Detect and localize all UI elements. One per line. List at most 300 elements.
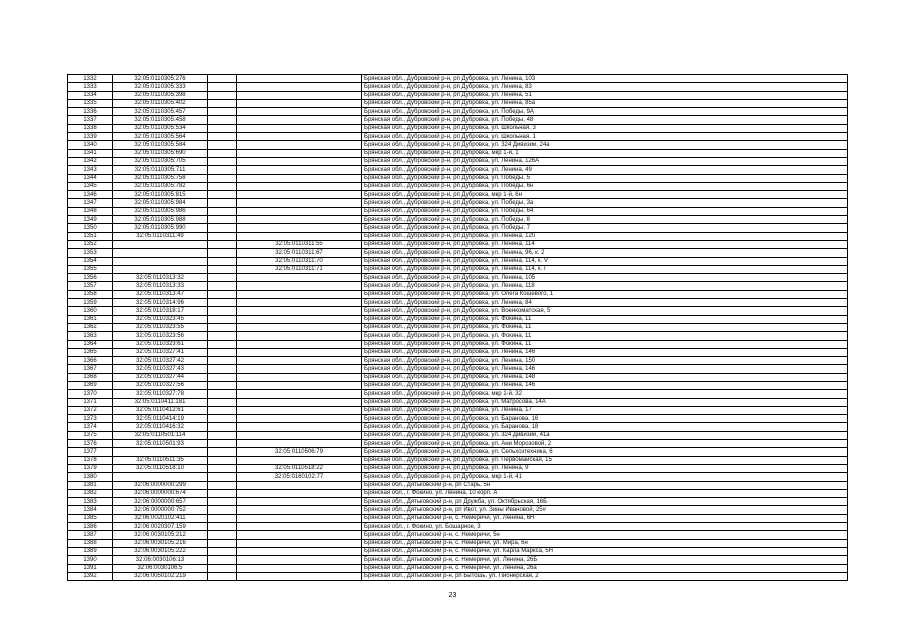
row-number-cell: 1360	[68, 307, 113, 315]
extra-cell	[208, 448, 237, 456]
cadastral-number-cell	[113, 473, 208, 481]
building-number-cell	[237, 340, 362, 348]
table-row	[68, 116, 848, 124]
table-row	[68, 381, 848, 389]
table-row	[68, 307, 848, 315]
cadastral-number-cell: 32:05:0110327:43	[113, 365, 208, 373]
cadastral-number-cell	[113, 265, 208, 273]
building-number-cell: 32:05:0110311:55	[237, 240, 362, 248]
row-number-cell: 1370	[68, 390, 113, 398]
row-number-cell: 1352	[68, 240, 113, 248]
address-cell: Брянская обл., Дубровский р-н, рп Дубровка, ул. Ленина, 146	[362, 365, 848, 373]
extra-cell	[208, 357, 237, 365]
cadastral-number-cell: 32:06:0030105:216	[113, 539, 208, 547]
extra-cell	[208, 116, 237, 124]
row-number-cell: 1374	[68, 423, 113, 431]
address-cell: Брянская обл., Дубровский р-н, рп Дубровка, ул. Ленина, 103	[362, 75, 848, 83]
extra-cell	[208, 307, 237, 315]
cadastral-number-cell: 32:05:0110311:49	[113, 232, 208, 240]
address-cell: Брянская обл., Дубровский р-н, рп Дубровка, ул. Военкоматская, 5	[362, 307, 848, 315]
table-row	[68, 265, 848, 273]
building-number-cell	[237, 431, 362, 439]
extra-cell	[208, 141, 237, 149]
extra-cell	[208, 464, 237, 472]
row-number-cell: 1363	[68, 332, 113, 340]
address-cell: Брянская обл., Дубровский р-н, рп Дубровка, ул. Ленина, 51	[362, 91, 848, 99]
extra-cell	[208, 182, 237, 190]
building-number-cell	[237, 506, 362, 514]
building-number-cell	[237, 381, 362, 389]
address-cell: Брянская обл., Дубровский р-н, рп Дубровка, ул. Ленина, 17	[362, 406, 848, 414]
address-cell: Брянская обл., Дубровский р-н, рп Дубровка, ул. Школьная, 3	[362, 124, 848, 132]
building-number-cell	[237, 556, 362, 564]
extra-cell	[208, 232, 237, 240]
table-row	[68, 572, 848, 580]
address-cell: Брянская обл., Дятьковский р-н, рп Бытошь, ул. Пионерская, 2	[362, 572, 848, 580]
cadastral-number-cell: 32:05:0110327:78	[113, 390, 208, 398]
row-number-cell: 1353	[68, 249, 113, 257]
cadastral-number-cell: 32:05:0110305:276	[113, 75, 208, 83]
building-number-cell	[237, 282, 362, 290]
building-number-cell	[237, 572, 362, 580]
address-cell: Брянская обл., Дубровский р-н, рп Дубровка, ул. Ленина, 146	[362, 381, 848, 389]
table-row	[68, 398, 848, 406]
building-number-cell	[237, 514, 362, 522]
extra-cell	[208, 75, 237, 83]
table-row	[68, 332, 848, 340]
cadastral-number-cell	[113, 257, 208, 265]
building-number-cell	[237, 365, 362, 373]
row-number-cell: 1332	[68, 75, 113, 83]
row-number-cell: 1392	[68, 572, 113, 580]
cadastral-number-cell: 32:05:0110327:42	[113, 357, 208, 365]
row-number-cell: 1339	[68, 133, 113, 141]
extra-cell	[208, 216, 237, 224]
extra-cell	[208, 91, 237, 99]
table-row	[68, 108, 848, 116]
address-cell: Брянская обл., Дубровский р-н, рп Дубровка, ул. Победы, 5	[362, 174, 848, 182]
address-cell: Брянская обл., Дубровский р-н, рп Дубровка, ул. Ленина, 114, к. I	[362, 265, 848, 273]
address-cell: Брянская обл., Дятьковский р-н, с. Немеричи, ул. Мира, 6н	[362, 539, 848, 547]
extra-cell	[208, 290, 237, 298]
table-row	[68, 473, 848, 481]
extra-cell	[208, 340, 237, 348]
table-row	[68, 514, 848, 522]
table-row	[68, 91, 848, 99]
table-row	[68, 157, 848, 165]
extra-cell	[208, 547, 237, 555]
address-cell: Брянская обл., Дубровский р-н, рп Дубровка, ул. Победы, 7	[362, 224, 848, 232]
extra-cell	[208, 224, 237, 232]
cadastral-number-cell: 32:05:0110305:815	[113, 191, 208, 199]
row-number-cell: 1351	[68, 232, 113, 240]
building-number-cell	[237, 398, 362, 406]
table-body	[68, 75, 848, 581]
extra-cell	[208, 440, 237, 448]
cadastral-number-cell: 32:05:0110327:56	[113, 381, 208, 389]
building-number-cell	[237, 481, 362, 489]
address-cell: Брянская обл., Дубровский р-н, рп Дубровка, ул. Баранова, 16	[362, 415, 848, 423]
extra-cell	[208, 124, 237, 132]
building-number-cell	[237, 531, 362, 539]
cadastral-number-cell: 32:05:0110305:402	[113, 99, 208, 107]
building-number-cell	[237, 124, 362, 132]
building-number-cell	[237, 274, 362, 282]
building-number-cell	[237, 348, 362, 356]
extra-cell	[208, 556, 237, 564]
building-number-cell	[237, 133, 362, 141]
table-row	[68, 489, 848, 497]
extra-cell	[208, 365, 237, 373]
address-cell: Брянская обл., Дятьковский р-н, с. Немеричи, ул. Ленина, 6Н	[362, 514, 848, 522]
cadastral-number-cell: 32:05:0110305:333	[113, 83, 208, 91]
extra-cell	[208, 257, 237, 265]
row-number-cell: 1357	[68, 282, 113, 290]
extra-cell	[208, 99, 237, 107]
table-row	[68, 523, 848, 531]
table-row	[68, 124, 848, 132]
extra-cell	[208, 199, 237, 207]
address-cell: Брянская обл., Дубровский р-н, рп Дубровка, ул. Ленина, 84	[362, 299, 848, 307]
building-number-cell: 32:05:0110311:67	[237, 249, 362, 257]
building-number-cell	[237, 157, 362, 165]
building-number-cell: 32:05:0160102:77	[237, 473, 362, 481]
extra-cell	[208, 191, 237, 199]
table-row	[68, 556, 848, 564]
cadastral-number-cell: 32:06:0000000:674	[113, 489, 208, 497]
address-cell: Брянская обл., Дубровский р-н, рп Дубровка, ул. Ленина, 96, к. 2	[362, 249, 848, 257]
cadastral-number-cell: 32:05:0110305:398	[113, 91, 208, 99]
table-row	[68, 539, 848, 547]
extra-cell	[208, 348, 237, 356]
table-row	[68, 141, 848, 149]
table-row	[68, 498, 848, 506]
row-number-cell: 1369	[68, 381, 113, 389]
page-number: 23	[448, 592, 457, 599]
row-number-cell: 1383	[68, 498, 113, 506]
cadastral-number-cell: 32:05:0110305:457	[113, 108, 208, 116]
row-number-cell: 1361	[68, 315, 113, 323]
table-row	[68, 83, 848, 91]
extra-cell	[208, 265, 237, 273]
cadastral-number-cell: 32:06:0000000:657	[113, 498, 208, 506]
address-cell: Брянская обл., Дубровский р-н, рп Дубровка, ул. Олега Кошевого, 1	[362, 290, 848, 298]
table-row	[68, 299, 848, 307]
row-number-cell: 1346	[68, 191, 113, 199]
cadastral-number-cell: 32:06:0020102:411	[113, 514, 208, 522]
table-row	[68, 431, 848, 439]
building-number-cell	[237, 224, 362, 232]
table-row	[68, 448, 848, 456]
address-cell: Брянская обл., Дубровский р-н, рп Дубровка, ул. Сельхозтехника, 6	[362, 448, 848, 456]
row-number-cell: 1340	[68, 141, 113, 149]
table-row	[68, 174, 848, 182]
address-cell: Брянская обл., Дятьковский р-н, с. Немеричи, 5н	[362, 531, 848, 539]
table-row	[68, 323, 848, 331]
cadastral-number-cell: 32:05:0110412:61	[113, 406, 208, 414]
table-row	[68, 365, 848, 373]
row-number-cell: 1345	[68, 182, 113, 190]
row-number-cell: 1367	[68, 365, 113, 373]
building-number-cell	[237, 182, 362, 190]
extra-cell	[208, 489, 237, 497]
row-number-cell: 1337	[68, 116, 113, 124]
row-number-cell: 1373	[68, 415, 113, 423]
table-row	[68, 274, 848, 282]
table-row	[68, 240, 848, 248]
extra-cell	[208, 282, 237, 290]
table-row	[68, 232, 848, 240]
row-number-cell: 1333	[68, 83, 113, 91]
table-row	[68, 257, 848, 265]
extra-cell	[208, 406, 237, 414]
extra-cell	[208, 133, 237, 141]
building-number-cell	[237, 456, 362, 464]
cadastral-number-cell: 32:05:0110511:35	[113, 456, 208, 464]
extra-cell	[208, 149, 237, 157]
extra-cell	[208, 564, 237, 572]
cadastral-number-cell: 32:05:0110305:782	[113, 182, 208, 190]
building-number-cell	[237, 116, 362, 124]
cadastral-number-cell	[113, 249, 208, 257]
extra-cell	[208, 456, 237, 464]
cadastral-number-cell	[113, 240, 208, 248]
table-row	[68, 315, 848, 323]
cadastral-number-cell: 32:06:0020307:159	[113, 523, 208, 531]
table-row	[68, 290, 848, 298]
address-cell: Брянская обл., Дятьковский р-н, рп Старь, 5н	[362, 481, 848, 489]
cadastral-number-cell: 32:06:0030106:5	[113, 564, 208, 572]
address-cell: Брянская обл., Дубровский р-н, рп Дубровка, ул. Ленина, 120	[362, 232, 848, 240]
row-number-cell: 1386	[68, 523, 113, 531]
extra-cell	[208, 207, 237, 215]
table-row	[68, 191, 848, 199]
table-row	[68, 481, 848, 489]
cadastral-number-cell: 32:05:0110314:96	[113, 299, 208, 307]
building-number-cell	[237, 149, 362, 157]
table-row	[68, 99, 848, 107]
table-row	[68, 415, 848, 423]
row-number-cell: 1366	[68, 357, 113, 365]
cadastral-number-cell: 32:05:0110323:55	[113, 323, 208, 331]
cadastral-register-table	[67, 74, 848, 581]
row-number-cell: 1390	[68, 556, 113, 564]
building-number-cell	[237, 83, 362, 91]
extra-cell	[208, 514, 237, 522]
row-number-cell: 1391	[68, 564, 113, 572]
cadastral-number-cell: 32:05:0110323:56	[113, 332, 208, 340]
building-number-cell	[237, 323, 362, 331]
address-cell: Брянская обл., Дубровский р-н, рп Дубровка, ул. Баранова, 18	[362, 423, 848, 431]
extra-cell	[208, 523, 237, 531]
table-row	[68, 423, 848, 431]
address-cell: Брянская обл., Дятьковский р-н, с. Немеричи, ул. Ленина, 26а	[362, 564, 848, 572]
address-cell: Брянская обл., Дубровский р-н, рп Дубровка, ул. Ленина, 146	[362, 348, 848, 356]
building-number-cell	[237, 423, 362, 431]
extra-cell	[208, 166, 237, 174]
building-number-cell	[237, 564, 362, 572]
address-cell: Брянская обл., Дубровский р-н, рп Дубровка, ул. Ленина, 83	[362, 83, 848, 91]
building-number-cell: 32:05:0110311:70	[237, 257, 362, 265]
row-number-cell: 1388	[68, 539, 113, 547]
row-number-cell: 1359	[68, 299, 113, 307]
table-row	[68, 216, 848, 224]
extra-cell	[208, 249, 237, 257]
cadastral-number-cell: 32:06:0030105:222	[113, 547, 208, 555]
row-number-cell: 1384	[68, 506, 113, 514]
extra-cell	[208, 572, 237, 580]
address-cell: Брянская обл., Дубровский р-н, рп Дубровка, ул. 324 Дивизии, 24а	[362, 141, 848, 149]
address-cell: Брянская обл., Дубровский р-н, рп Дубровка, мкр 1-й, 32	[362, 390, 848, 398]
extra-cell	[208, 415, 237, 423]
extra-cell	[208, 373, 237, 381]
building-number-cell	[237, 315, 362, 323]
row-number-cell: 1344	[68, 174, 113, 182]
address-cell: Брянская обл., Дубровский р-н, рп Дубровка, ул. Фокина, 11	[362, 315, 848, 323]
cadastral-number-cell: 32:05:0110416:32	[113, 423, 208, 431]
row-number-cell: 1389	[68, 547, 113, 555]
address-cell: Брянская обл., Дубровский р-н, рп Дубровка, ул. Ленина, 150	[362, 357, 848, 365]
row-number-cell: 1380	[68, 473, 113, 481]
building-number-cell	[237, 547, 362, 555]
cadastral-number-cell: 32:05:0110318:17	[113, 307, 208, 315]
building-number-cell	[237, 75, 362, 83]
address-cell: Брянская обл., Дятьковский р-н, с. Немеричи, ул. Карла Маркса, 5Н	[362, 547, 848, 555]
table-row	[68, 340, 848, 348]
address-cell: Брянская обл., Дубровский р-н, рп Дубровка, ул. 324 Дивизии, 41а	[362, 431, 848, 439]
address-cell: Брянская обл., Дубровский р-н, рп Дубровка, ул. Ленина, 85а	[362, 99, 848, 107]
cadastral-number-cell: 32:05:0110323:61	[113, 340, 208, 348]
cadastral-number-cell: 32:05:0110305:690	[113, 149, 208, 157]
extra-cell	[208, 398, 237, 406]
table-row	[68, 249, 848, 257]
cadastral-number-cell: 32:05:0110305:534	[113, 124, 208, 132]
table-row	[68, 406, 848, 414]
row-number-cell: 1358	[68, 290, 113, 298]
building-number-cell	[237, 91, 362, 99]
building-number-cell	[237, 191, 362, 199]
building-number-cell	[237, 207, 362, 215]
cadastral-number-cell: 32:05:0110305:758	[113, 174, 208, 182]
address-cell: Брянская обл., Дубровский р-н, рп Дубровка, ул. Победы, 64	[362, 207, 848, 215]
row-number-cell: 1379	[68, 464, 113, 472]
table-row	[68, 224, 848, 232]
cadastral-number-cell: 32:05:0110305:986	[113, 207, 208, 215]
cadastral-number-cell: 32:05:0110518:10	[113, 464, 208, 472]
address-cell: Брянская обл., Дубровский р-н, рп Дубровка, ул. Фокина, 11	[362, 323, 848, 331]
row-number-cell: 1372	[68, 406, 113, 414]
extra-cell	[208, 174, 237, 182]
table-row	[68, 166, 848, 174]
address-cell: Брянская обл., Дубровский р-н, рп Дубровка, ул. Ленина, 126А	[362, 157, 848, 165]
extra-cell	[208, 423, 237, 431]
table-row	[68, 182, 848, 190]
row-number-cell: 1387	[68, 531, 113, 539]
table-row	[68, 75, 848, 83]
extra-cell	[208, 323, 237, 331]
building-number-cell	[237, 390, 362, 398]
address-cell: Брянская обл., Дятьковский р-н, рп Ивот, ул. Зины Ивановой, 25#	[362, 506, 848, 514]
address-cell: Брянская обл., Дубровский р-н, рп Дубровка, ул. Матросова, 14А	[362, 398, 848, 406]
building-number-cell	[237, 307, 362, 315]
row-number-cell: 1341	[68, 149, 113, 157]
address-cell: Брянская обл., Дубровский р-н, рп Дубровка, ул. Ленина, 148	[362, 373, 848, 381]
extra-cell	[208, 240, 237, 248]
cadastral-number-cell: 32:05:0110305:711	[113, 166, 208, 174]
row-number-cell: 1349	[68, 216, 113, 224]
address-cell: Брянская обл., Дубровский р-н, рп Дубровка, ул. Победы, 6н	[362, 182, 848, 190]
table-row	[68, 547, 848, 555]
cadastral-number-cell: 32:05:0110305:988	[113, 216, 208, 224]
address-cell: Брянская обл., Дубровский р-н, рп Дубровка, ул. Ленина, 49	[362, 166, 848, 174]
table-row	[68, 207, 848, 215]
table-row	[68, 456, 848, 464]
table-row	[68, 373, 848, 381]
row-number-cell: 1376	[68, 440, 113, 448]
address-cell: Брянская обл., Дубровский р-н, рп Дубровка, ул. Фокина, 11	[362, 340, 848, 348]
row-number-cell: 1356	[68, 274, 113, 282]
extra-cell	[208, 108, 237, 116]
row-number-cell: 1336	[68, 108, 113, 116]
cadastral-number-cell: 32:05:0110305:990	[113, 224, 208, 232]
cadastral-number-cell: 32:06:0050102:219	[113, 572, 208, 580]
building-number-cell	[237, 415, 362, 423]
building-number-cell	[237, 216, 362, 224]
building-number-cell	[237, 498, 362, 506]
address-cell: Брянская обл., Дубровский р-н, рп Дубровка, ул. Победы, 9А	[362, 108, 848, 116]
table-row	[68, 282, 848, 290]
building-number-cell	[237, 174, 362, 182]
building-number-cell	[237, 141, 362, 149]
row-number-cell: 1365	[68, 348, 113, 356]
extra-cell	[208, 481, 237, 489]
building-number-cell	[237, 373, 362, 381]
address-cell: Брянская обл., Дубровский р-н, рп Дубровка, ул. Победы, 8	[362, 216, 848, 224]
cadastral-number-cell: 32:05:0110414:19	[113, 415, 208, 423]
row-number-cell: 1338	[68, 124, 113, 132]
cadastral-number-cell: 32:05:0110305:984	[113, 199, 208, 207]
cadastral-number-cell	[113, 448, 208, 456]
address-cell: Брянская обл., Дубровский р-н, рп Дубровка, ул. Ани Морозовой, 2	[362, 440, 848, 448]
row-number-cell: 1382	[68, 489, 113, 497]
extra-cell	[208, 315, 237, 323]
extra-cell	[208, 531, 237, 539]
row-number-cell: 1348	[68, 207, 113, 215]
row-number-cell: 1381	[68, 481, 113, 489]
extra-cell	[208, 539, 237, 547]
building-number-cell	[237, 108, 362, 116]
building-number-cell	[237, 299, 362, 307]
table-row	[68, 357, 848, 365]
address-cell: Брянская обл., Дубровский р-н, рп Дубровка, ул. Первомайская, 15	[362, 456, 848, 464]
table-row	[68, 464, 848, 472]
row-number-cell: 1335	[68, 99, 113, 107]
building-number-cell	[237, 166, 362, 174]
table-row	[68, 440, 848, 448]
extra-cell	[208, 157, 237, 165]
extra-cell	[208, 274, 237, 282]
building-number-cell: 32:05:0110518:22	[237, 464, 362, 472]
table-row	[68, 348, 848, 356]
row-number-cell: 1375	[68, 431, 113, 439]
row-number-cell: 1364	[68, 340, 113, 348]
extra-cell	[208, 83, 237, 91]
building-number-cell	[237, 357, 362, 365]
address-cell: Брянская обл., Дубровский р-н, рп Дубровка, ул. Ленина, 118	[362, 282, 848, 290]
row-number-cell: 1343	[68, 166, 113, 174]
address-cell: Брянская обл., Дубровский р-н, рп Дубровка, ул. Ленина, 105	[362, 274, 848, 282]
table-row	[68, 564, 848, 572]
